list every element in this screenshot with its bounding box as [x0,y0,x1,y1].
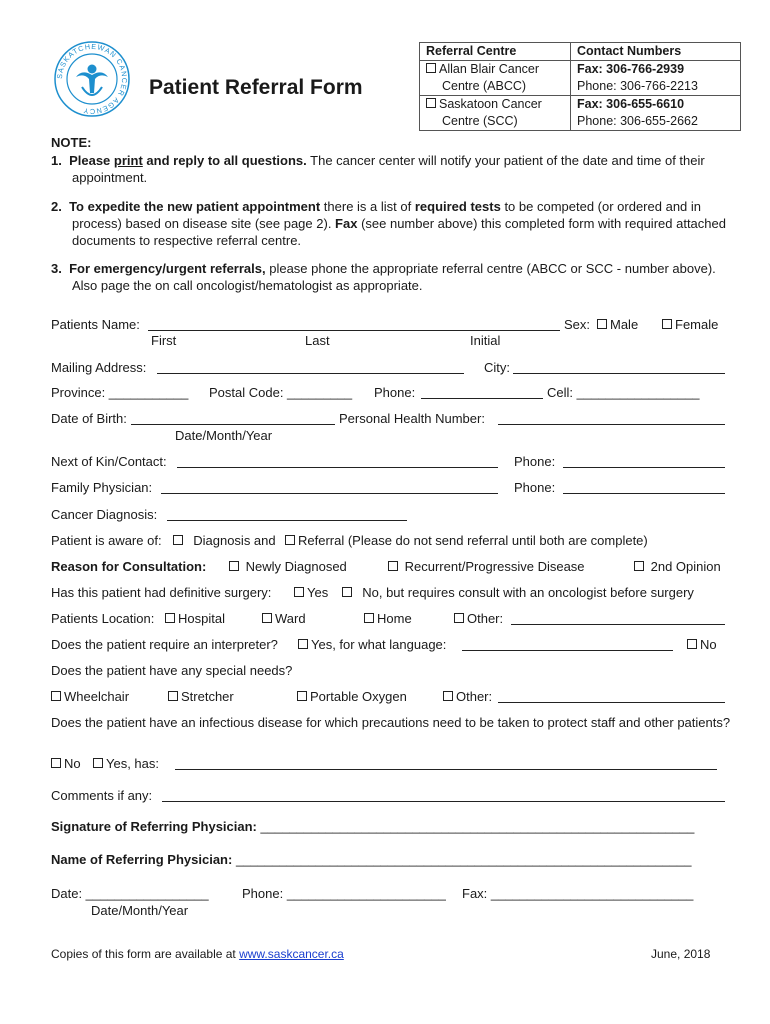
need-other-field[interactable] [498,702,725,703]
location-ward-label: Ward [275,611,306,626]
note-3-number: 3. [51,261,62,276]
aware-label: Patient is aware of: [51,533,162,548]
need-oxygen-option[interactable] [297,689,407,704]
infectious-yes-option[interactable] [93,756,159,771]
location-home-option[interactable] [364,611,412,626]
note-1-bold-print: print [113,153,143,168]
checkbox-home[interactable] [364,613,374,623]
physician-name-row [51,852,691,867]
infectious-yes-label: Yes, has: [106,756,160,771]
male-label: Male [610,317,639,332]
comments-field[interactable] [162,801,725,802]
checkbox-newly-diagnosed[interactable] [229,561,239,571]
initial-caption: Initial [470,333,501,348]
family-physician-field[interactable] [161,493,498,494]
checkbox-hospital[interactable] [165,613,175,623]
next-of-kin-field[interactable] [177,467,498,468]
reason-second-option[interactable] [634,559,721,574]
female-label: Female [675,317,719,332]
phone-field[interactable] [421,398,543,399]
cell-field[interactable]: Cell: _________________ [547,385,700,400]
note-1 [51,152,731,186]
cancer-diagnosis-label: Cancer Diagnosis: [51,507,158,522]
page-title: Patient Referral Form [149,76,363,99]
centre-abcc-cell [420,61,571,96]
reason-second-label: 2nd Opinion [650,559,721,574]
checkbox-male[interactable] [597,319,607,329]
location-hospital-option[interactable] [165,611,225,626]
note-1-bold-a: Please [69,153,114,168]
checkbox-need-other[interactable] [443,691,453,701]
interpreter-yes-label: Yes, for what language: [311,637,447,652]
interpreter-no-option[interactable] [687,637,717,652]
scc-phone: Phone: 306-655-2662 [577,114,698,128]
sex-label: Sex: [564,317,591,332]
special-needs-question: Does the patient have any special needs? [51,663,293,678]
note-1-number: 1. [51,153,62,168]
sex-male-option[interactable] [597,317,638,332]
patients-name-field[interactable] [148,330,560,331]
location-label: Patients Location: [51,611,155,626]
checkbox-stretcher[interactable] [168,691,178,701]
infectious-no-option[interactable] [51,756,81,771]
note-2-number: 2. [51,199,62,214]
patients-name-label: Patients Name: [51,317,140,332]
saskcancer-link[interactable]: www.saskcancer.ca [239,947,344,961]
location-other-field[interactable] [511,624,725,625]
footer-copies [51,947,344,961]
physician-phone-field[interactable] [563,493,725,494]
contact-fax-field[interactable]: Fax: ____________________________ [462,886,694,901]
infectious-question: Does the patient have an infectious disease for which precautions need to be taken to protect staff and other patients? [51,715,731,730]
infectious-no-label: No [64,756,81,771]
note-2-text-a: there is a list of [320,199,415,214]
interpreter-question: Does the patient require an interpreter? [51,637,278,652]
city-label: City: [484,360,510,375]
note-2-bold-a: To expedite the new patient appointment [69,199,321,214]
kin-phone-field[interactable] [563,467,725,468]
note-2-text-c: (see number above) this completed form with required attached documents to respective referral centre. [72,216,726,248]
note-heading: NOTE: [51,135,92,150]
footer-copies-text: Copies of this form are available at [51,947,240,961]
checkbox-aware-referral[interactable] [285,535,295,545]
checkbox-infectious-no[interactable] [51,758,61,768]
contact-phone-field[interactable]: Phone: ______________________ [242,886,446,901]
need-other-label: Other: [456,689,493,704]
location-home-label: Home [377,611,412,626]
physician-phone-label: Phone: [514,480,556,495]
checkbox-ward[interactable] [262,613,272,623]
note-2-bold-b: required tests [414,199,501,214]
checkbox-surgery-yes[interactable] [294,587,304,597]
checkbox-infectious-yes[interactable] [93,758,103,768]
scc-contact-cell [571,96,741,131]
location-other-label: Other: [467,611,504,626]
phone-label: Phone: [374,385,416,400]
aware-referral-label: Referral (Please do not send referral until both are complete) [298,533,648,548]
kin-phone-label: Phone: [514,454,556,469]
centre-scc-cell [420,96,571,131]
sex-female-option[interactable] [662,317,718,332]
checkbox-oxygen[interactable] [297,691,307,701]
centre-abcc-line2: Centre (ABCC) [442,79,527,93]
abcc-fax: Fax: 306-766-2939 [577,62,685,76]
reason-recurrent-label: Recurrent/Progressive Disease [404,559,585,574]
centre-scc-line1: Saskatoon Cancer [439,97,542,111]
dob-field[interactable] [131,424,335,425]
centre-abcc-line1: Allan Blair Cancer [439,62,540,76]
signature-label: Signature of Referring Physician: [51,819,257,834]
aware-referral-option[interactable] [285,533,648,548]
infectious-details-field[interactable] [175,769,717,770]
cancer-diagnosis-field[interactable] [167,520,407,521]
reason-recurrent-option[interactable] [388,559,585,574]
abcc-contact-cell [571,61,741,96]
need-wheelchair-option[interactable] [51,689,129,704]
need-stretcher-label: Stretcher [181,689,234,704]
mailing-address-field[interactable] [157,373,464,374]
date-line[interactable]: ______________ [107,886,209,901]
note-2-text-b: to be competed (or ordered and in process) based on disease site (see page 2). [72,199,702,231]
col-header-referral-centre: Referral Centre [420,43,571,61]
need-other-option[interactable] [443,689,492,704]
family-physician-label: Family Physician: [51,480,153,495]
checkbox-wheelchair[interactable] [51,691,61,701]
signature-row [51,819,694,834]
signature-field[interactable]: ____________________________________________________________ [260,819,695,834]
surgery-no-option[interactable] [342,585,694,600]
note-1-text: The cancer center will notify your patient of the date and time of their appointment. [72,153,705,185]
last-name-caption: Last [305,333,330,348]
note-2-bold-c: Fax [335,216,358,231]
checkbox-interpreter-yes[interactable] [298,639,308,649]
footer-date: June, 2018 [651,947,711,961]
location-hospital-label: Hospital [178,611,225,626]
physician-name-label: Name of Referring Physician: [51,852,233,867]
province-field[interactable]: Province: ___________ [51,385,189,400]
first-name-caption: First [151,333,177,348]
reason-new-label: Newly Diagnosed [245,559,347,574]
mailing-address-label: Mailing Address: [51,360,147,375]
note-3-bold-a: For emergency/urgent referrals, [69,261,266,276]
interpreter-language-field[interactable] [462,650,673,651]
checkbox-female[interactable] [662,319,672,329]
date-row [51,886,209,901]
date-format-caption: Date/Month/Year [91,903,189,918]
location-other-option[interactable] [454,611,503,626]
checkbox-location-other[interactable] [454,613,464,623]
referral-centre-table [419,42,741,131]
phn-field[interactable] [498,424,725,425]
note-2 [51,198,731,249]
reason-new-option[interactable] [229,559,347,574]
checkbox-recurrent[interactable] [388,561,398,571]
checkbox-second-opinion[interactable] [634,561,644,571]
location-ward-option[interactable] [262,611,306,626]
note-1-bold-b: and reply to all questions. [142,153,307,168]
need-oxygen-label: Portable Oxygen [310,689,407,704]
col-header-contact-numbers: Contact Numbers [571,43,741,61]
phn-label: Personal Health Number: [339,411,485,426]
checkbox-surgery-no[interactable] [342,587,352,597]
need-wheelchair-label: Wheelchair [64,689,130,704]
centre-scc-line2: Centre (SCC) [442,114,518,128]
surgery-yes-label: Yes [307,585,329,600]
svg-text:SASKATCHEWAN CANCER AGENCY: SASKATCHEWAN CANCER AGENCY [54,41,130,117]
note-3-text-a: please phone the appropriate referral centre (ABCC or SCC - number above). Also page the on call oncologist/hematologist as appropriate. [72,261,716,293]
aware-diagnosis-option[interactable] [173,533,276,548]
checkbox-interpreter-no[interactable] [687,639,697,649]
dob-format-caption: Date/Month/Year [175,428,273,443]
surgery-yes-option[interactable] [294,585,328,600]
dob-label: Date of Birth: [51,411,127,426]
saskatchewan-cancer-agency-logo [54,41,130,117]
city-field[interactable] [513,373,725,374]
checkbox-abcc[interactable] [426,63,436,73]
checkbox-aware-diagnosis[interactable] [173,535,183,545]
note-3 [51,260,731,294]
aware-diagnosis-label: Diagnosis and [193,533,276,548]
checkbox-scc[interactable] [426,98,436,108]
next-of-kin-label: Next of Kin/Contact: [51,454,167,469]
postal-code-field[interactable]: Postal Code: _________ [209,385,353,400]
physician-name-field[interactable]: _______________________________________________________________ [235,852,692,867]
interpreter-no-label: No [700,637,717,652]
abcc-phone: Phone: 306-766-2213 [577,79,698,93]
date-field[interactable]: Date: ___ [51,886,108,901]
scc-fax: Fax: 306-655-6610 [577,97,685,111]
comments-label: Comments if any: [51,788,153,803]
interpreter-yes-option[interactable] [298,637,446,652]
surgery-question: Has this patient had definitive surgery: [51,585,272,600]
need-stretcher-option[interactable] [168,689,234,704]
reason-label: Reason for Consultation: [51,559,207,574]
surgery-no-label: No, but requires consult with an oncologist before surgery [362,585,694,600]
